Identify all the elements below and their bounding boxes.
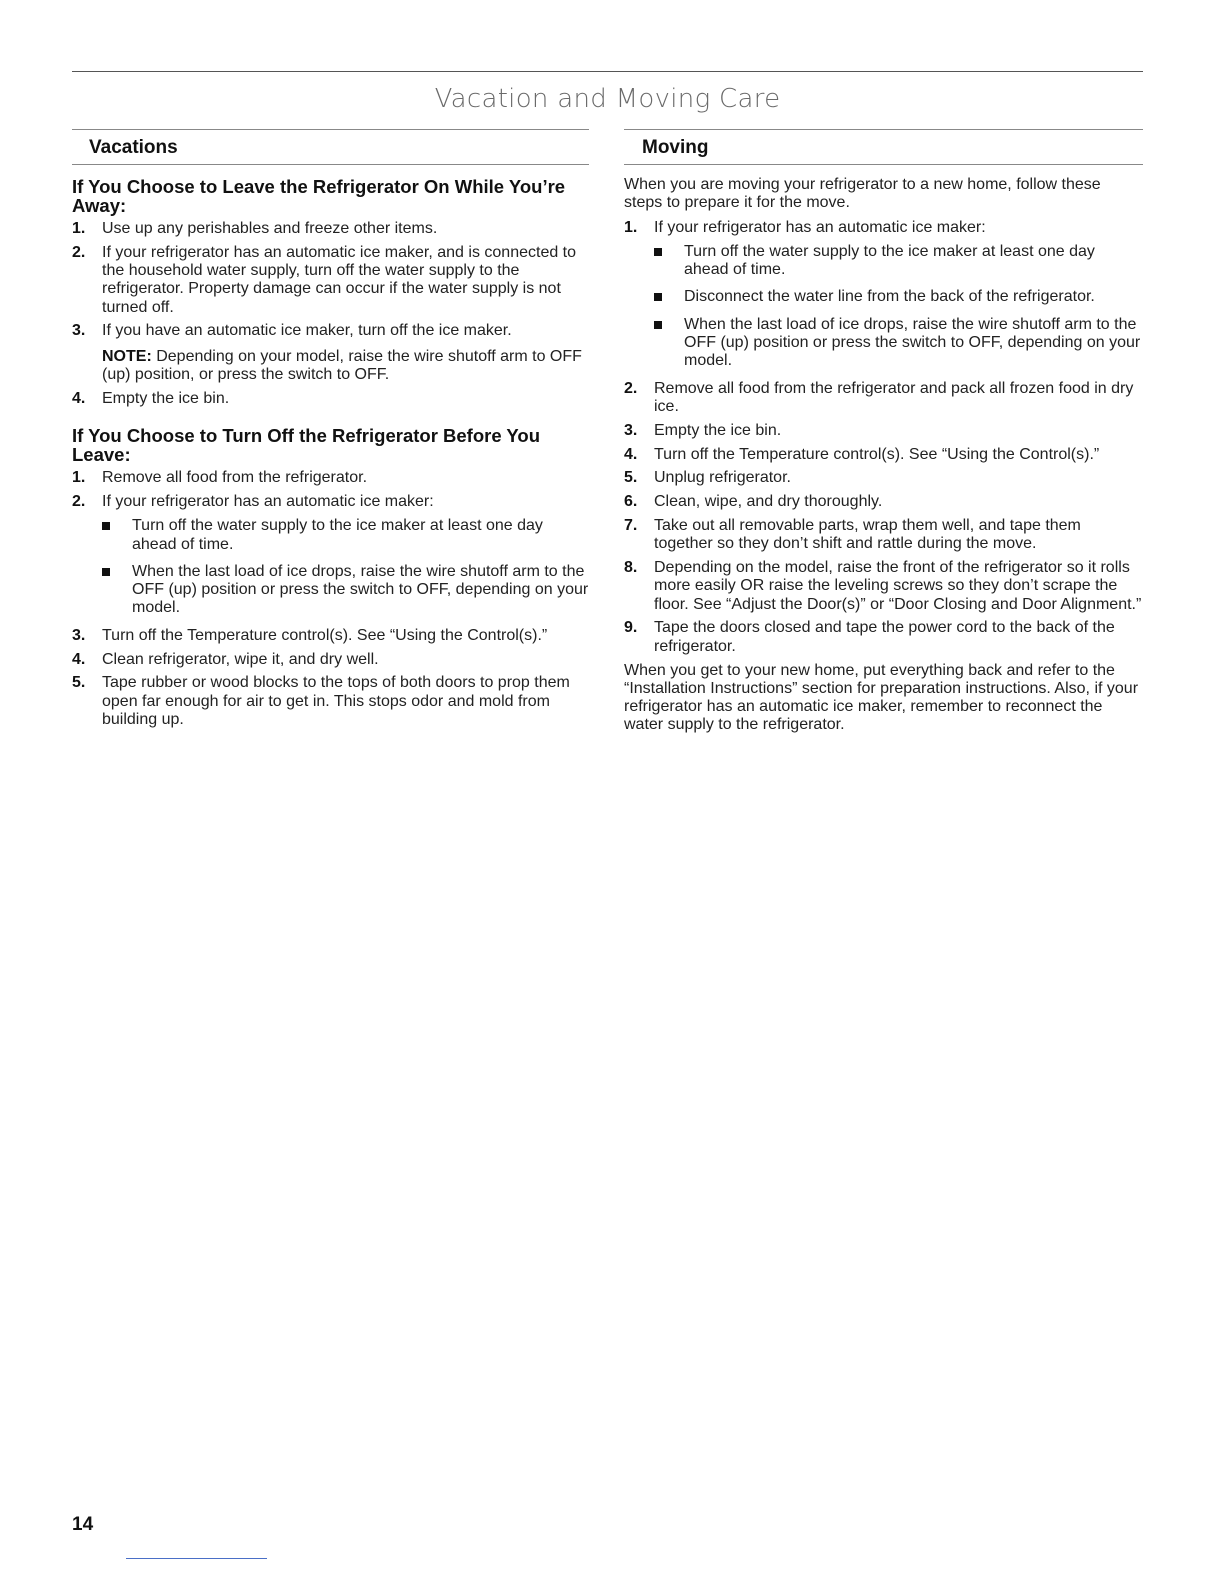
moving-heading: Moving — [624, 129, 1143, 165]
square-bullet-icon — [654, 248, 662, 256]
step-number: 2. — [72, 492, 86, 510]
list-item — [72, 322, 589, 384]
bullet-text: When the last load of ice drops, raise the wire shutoff arm to the OFF (up) position or press the switch to OFF, depending on your model. — [132, 562, 589, 617]
step-number: 4. — [72, 650, 86, 668]
step-number: 3. — [72, 626, 86, 644]
square-bullet-icon — [102, 568, 110, 576]
step-text: If you have an automatic ice maker, turn off the ice maker. — [102, 322, 512, 340]
step-text: Tape the doors closed and tape the power cord to the back of the refrigerator. — [654, 619, 1115, 655]
list-item — [624, 469, 1143, 487]
list-item — [72, 244, 589, 317]
note-label: NOTE: — [102, 347, 152, 365]
leave-on-steps — [72, 220, 589, 408]
step-text: Empty the ice bin. — [654, 421, 782, 439]
step-number: 4. — [624, 445, 638, 463]
moving-intro: When you are moving your refrigerator to a new home, follow these steps to prepare it for the move. — [624, 176, 1101, 212]
step-text: If your refrigerator has an automatic ice maker: — [102, 492, 434, 510]
step-text: Tape rubber or wood blocks to the tops of both doors to prop them open far enough for air to get in. This stops odor and mold from building up. — [102, 674, 570, 728]
bullet-item — [654, 288, 1143, 306]
moving-column — [624, 129, 1143, 741]
bullet-list — [654, 243, 1143, 371]
step-number: 1. — [72, 469, 86, 487]
step-text: If your refrigerator has an automatic ice maker, and is connected to the household water supply, turn off the water supply to the refrigerator. Property damage can occur if the water supply is not turned off. — [102, 243, 577, 316]
list-item — [624, 422, 1143, 440]
bullet-item — [102, 563, 589, 618]
list-item — [72, 469, 589, 487]
list-item — [624, 517, 1143, 554]
step-text: Take out all removable parts, wrap them well, and tape them together so they don’t shift and rattle during the move. — [654, 516, 1081, 553]
step-text: Empty the ice bin. — [102, 389, 230, 407]
step-number: 3. — [72, 322, 86, 340]
footer-link-underline — [126, 1558, 267, 1559]
page-number: 14 — [72, 1514, 94, 1535]
bullet-text: When the last load of ice drops, raise the wire shutoff arm to the OFF (up) position or press the switch to OFF, depending on your model. — [684, 315, 1141, 370]
list-item — [624, 619, 1143, 656]
step-text: Clean, wipe, and dry thoroughly. — [654, 493, 883, 511]
list-item — [72, 493, 589, 618]
list-item — [624, 493, 1143, 511]
turn-off-heading: If You Choose to Turn Off the Refrigerator Before You Leave: — [72, 425, 541, 466]
leave-on-heading: If You Choose to Leave the Refrigerator On While You’re Away: — [72, 176, 566, 216]
vacations-column — [72, 129, 589, 735]
step-text: Clean refrigerator, wipe it, and dry well. — [102, 650, 379, 668]
vacations-heading: Vacations — [72, 129, 589, 165]
bullet-item — [102, 517, 589, 554]
top-rule — [72, 71, 1143, 72]
step-number: 4. — [72, 389, 86, 407]
bullet-text: Turn off the water supply to the ice maker at least one day ahead of time. — [132, 517, 543, 553]
step-number: 2. — [72, 243, 86, 261]
list-item — [72, 627, 589, 645]
list-item — [624, 380, 1143, 417]
list-item — [72, 220, 589, 238]
square-bullet-icon — [654, 321, 662, 329]
step-text: Turn off the Temperature control(s). See “Using the Control(s).” — [102, 626, 548, 644]
step-text: Depending on the model, raise the front of the refrigerator so it rolls more easily OR raise the leveling screws so they don’t scrape the floor. See “Adjust the Door(s)” or “Door Closing and Door Alignment.” — [654, 559, 1142, 613]
step-number: 2. — [624, 379, 638, 397]
step-number: 5. — [624, 469, 638, 487]
step-text: Remove all food from the refrigerator and pack all frozen food in dry ice. — [654, 379, 1134, 415]
moving-closing: When you get to your new home, put everything back and refer to the “Installation Instructions” section for preparation instructions. Also, if your refrigerator has an automatic ice maker, remember to reconnect the water supply to the refrigerator. — [624, 661, 1139, 734]
step-number: 7. — [624, 516, 638, 534]
step-number: 9. — [624, 619, 638, 637]
list-item — [72, 651, 589, 669]
square-bullet-icon — [654, 293, 662, 301]
step-text: Use up any perishables and freeze other items. — [102, 220, 438, 237]
step-text: Remove all food from the refrigerator. — [102, 469, 368, 487]
list-item — [72, 674, 589, 729]
list-item — [72, 390, 589, 408]
step-number: 3. — [624, 421, 638, 439]
step-number: 1. — [72, 220, 86, 237]
list-item — [624, 446, 1143, 464]
note-text: Depending on your model, raise the wire shutoff arm to OFF (up) position, or press the switch to OFF. — [102, 347, 582, 384]
step-text: Unplug refrigerator. — [654, 469, 791, 487]
note — [102, 348, 589, 385]
bullet-list — [102, 517, 589, 617]
page-title: Vacation and Moving Care — [434, 84, 781, 114]
step-text: If your refrigerator has an automatic ice maker: — [654, 218, 986, 236]
step-number: 6. — [624, 493, 638, 511]
step-text: Turn off the Temperature control(s). See “Using the Control(s).” — [654, 445, 1100, 463]
bullet-text: Disconnect the water line from the back of the refrigerator. — [684, 288, 1095, 306]
bullet-item — [654, 243, 1143, 280]
list-item — [624, 219, 1143, 371]
turn-off-steps — [72, 469, 589, 729]
step-number: 1. — [624, 218, 638, 236]
bullet-item — [654, 316, 1143, 371]
square-bullet-icon — [102, 522, 110, 530]
step-number: 5. — [72, 674, 86, 692]
bullet-text: Turn off the water supply to the ice maker at least one day ahead of time. — [684, 242, 1095, 279]
step-number: 8. — [624, 559, 638, 577]
list-item — [624, 559, 1143, 614]
moving-steps — [624, 219, 1143, 656]
